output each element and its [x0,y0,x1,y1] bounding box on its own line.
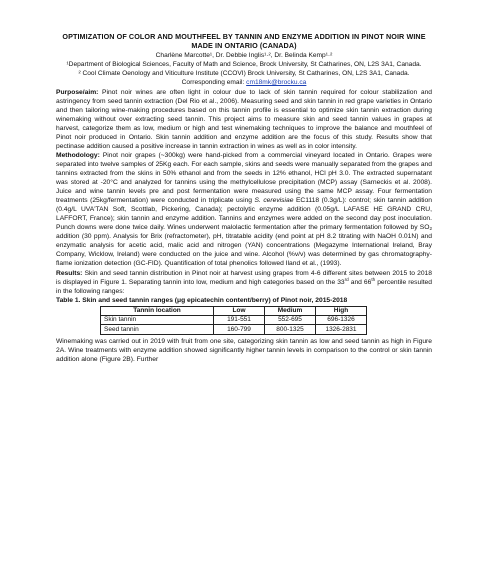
results-text: and 66 [348,278,372,286]
so2-subscript: 2 [429,226,432,232]
table-row [101,316,367,325]
table-cell: 800-1325 [265,325,316,334]
ordinal-suffix: rd [344,276,349,282]
affiliation-2: ² Cool Climate Oenology and Viticulture Institute (CCOVI) Brock University, St Catharines, ON, L2S 3A1, Canada. [78,70,410,77]
author-list: Charlène Marcotte¹, Dr. Debbie Inglis¹·², Dr. Belinda Kemp¹·² [155,52,333,60]
methodology-text: EC1118 (0.3g/L): control; skin tannin addition (0.4g/L UVA'TAN Soft, Scottlab, Pickering, Canada); pectolytic enzyme addition (0.05g/L LAFASE HE GRAND CRU, LAFFORT, France); skin tannin and enzyme addition. Tannins and enzymes were added on the second day post inoculation. Punch downs were done twice daily. Wines underwent malolactic fermentation after the primary fermentation followed by SO [56,197,432,232]
purpose-section [56,88,432,151]
purpose-heading: Purpose/aim: [56,88,99,96]
table-cell: Skin tannin [101,316,214,325]
methodology-heading: Methodology: [56,151,100,159]
results-text: percentile resulted in the following ranges: [56,278,432,295]
table-cell: 191-551 [214,316,265,325]
table-header-cell: Tannin location [101,306,214,315]
table-header-cell: Low [214,306,265,315]
table-cell: 1326-2831 [316,325,367,334]
closing-paragraph: Winemaking was carried out in 2019 with fruit from one site, categorizing skin tannin as low and seed tannin as high in Figure 2A. Wine treatments with enzyme addition showed significantly higher tannin levels in comparison to the control or skin tannin addition alone (Figure 2B). Further [56,337,432,363]
yeast-species: S. cerevisiae [254,197,294,205]
purpose-text: Pinot noir wines are often light in colour due to lack of skin tannin required for colour stabilization and astringency from seed tannin extraction (Del Rio et al., 2006). Measuring seed and skin tannin in red grape varieties in Ontario and then tailoring wine-making procedures based on this tannin profile is essential to optimize skin tannin extraction during winemaking without over extracting seed tannin. This project aims to measure skin and seed tannin values in grapes at harvest, categorize them as low, medium or high and test winemaking techniques to improve the balance and mouthfeel of Pinot noir produced in Ontario. Skin tannin addition and enzyme addition are the focus of this study. Results show that pectinase addition caused a positive increase in tannin extraction in wines as well as in color intensity. [56,88,433,150]
email-label: Corresponding email: [181,78,247,86]
table-header-cell: Medium [265,306,316,315]
table-row [101,325,367,334]
table-header-cell: High [316,306,367,315]
document-page [56,32,432,364]
methodology-text: addition (30 ppm). Analysis for Brix (refractometer), pH, titratable acidity (end point at pH 8.2 titrating with NaOH 0.01N) and enzymatic analysis for acetic acid, malic acid and nitrogen (YAN) concentrations (Megazyme International Ireland, Bray Company, Wicklow, Ireland) were conducted on the juice and wine. Alcohol (%v/v) was determined by gas chromatography-flame ionization detection (GC-FID). Quantification of total phenolics followed Iland et al., (1993). [56,233,432,268]
email-link[interactable]: cm18mk@brocku.ca [246,78,307,86]
corresponding-email [56,79,432,88]
methodology-section [56,151,432,269]
table-cell: 160-799 [214,325,265,334]
table-cell: Seed tannin [101,325,214,334]
table-cell: 552-695 [265,316,316,325]
methodology-text: Pinot noir grapes (~300kg) were hand-picked from a commercial vineyard located in Ontario. Grapes were separated into twelve samples of 25Kg each. For each sample, skins and seeds were manually separated from the grapes and tannins extracted from the skins in 50% ethanol and from the seeds in 12% ethanol, HCl pH 3.0. The extracted supernatant was stored at -20°C and analyzed for tannins using the methylcellulose precipitation (MCP) assay (Sarneckis et al. 2008). Juice and wine tannin levels pre and post fermentation were measured using the same MCP assay. Four fermentation treatments (25kg/fermentation) were conducted in triplicate using [56,151,432,205]
paper-title: OPTIMIZATION OF COLOR AND MOUTHFEEL BY TANNIN AND ENZYME ADDITION IN PINOT NOIR WINE MADE IN ONTARIO (CANADA) [62,32,426,51]
results-text: Skin and seed tannin distribution in Pinot noir at harvest using grapes from 4-6 different sites between 2015 to 2018 is displayed in Figure 1. Separating tannin into low, medium and high categories based on the 33 [56,269,432,286]
table-cell: 696-1326 [316,316,367,325]
results-heading: Results: [56,269,83,277]
tannin-ranges-table [100,306,367,335]
table-header-row [101,306,367,315]
affiliation-1: ¹Department of Biological Sciences, Faculty of Math and Science, Brock University, St Catharines, ON, L2S 3A1, Canada. [66,61,422,69]
results-section [56,269,432,296]
table-caption: Table 1. Skin and seed tannin ranges (μg epicatechin content/berry) of Pinot noir, 2015-2018 [56,296,348,304]
ordinal-suffix: th [371,276,376,282]
